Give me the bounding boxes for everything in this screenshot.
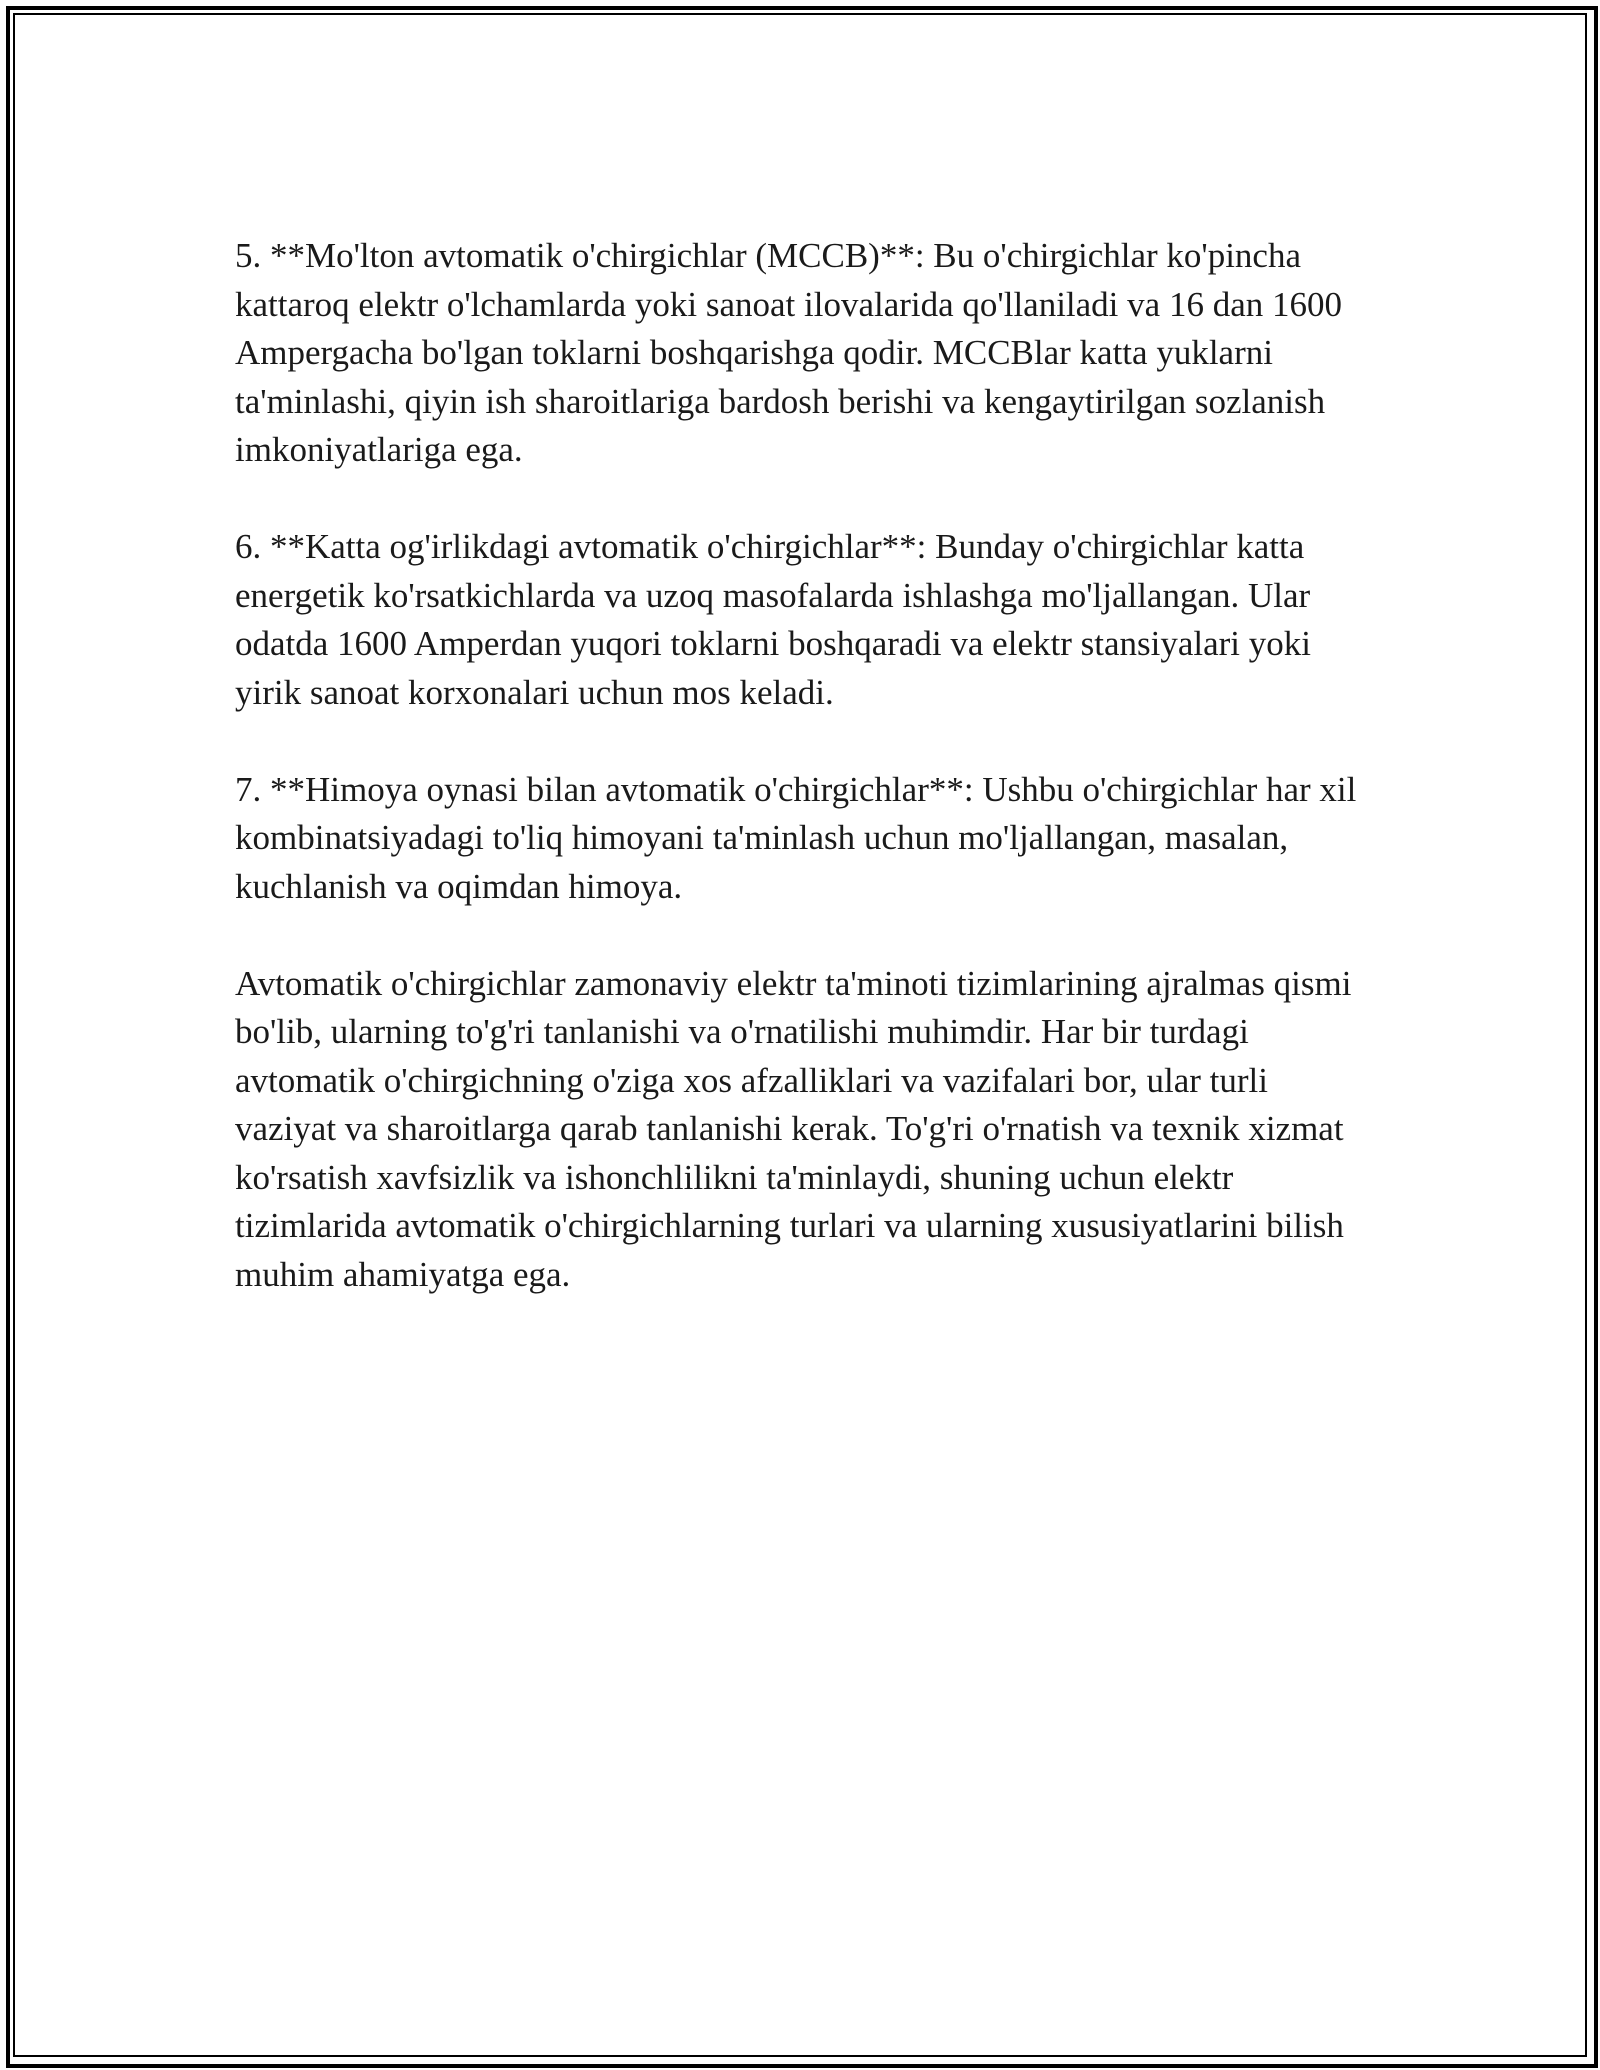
paragraph-mccb: 5. **Mo'lton avtomatik o'chirgichlar (MCCB)**: Bu o'chirgichlar ko'pincha kattaroq elektr o'lchamlarda yoki sanoat ilovalarida qo'llaniladi va 16 dan 1600 Ampergacha bo'lgan toklarni boshqarishga qodir. MCCBlar katta yuklarni ta'minlashi, qiyin ish sharoitlariga bardosh berishi va kengaytirilgan sozlanish imkoniyatlariga ega. xyxy=(235,236,1342,469)
paragraph-heavy-duty-breakers: 6. **Katta og'irlikdagi avtomatik o'chirgichlar**: Bunday o'chirgichlar katta energetik ko'rsatkichlarda va uzoq masofalarda ishlashga mo'ljallangan. Ular odatda 1600 Amperdan yuqori toklarni boshqaradi va elektr stansiyalari yoki yirik sanoat korxonalari uchun mos keladi. xyxy=(235,527,1311,712)
paragraph-protection-window-breakers: 7. **Himoya oynasi bilan avtomatik o'chirgichlar**: Ushbu o'chirgichlar har xil kombinatsiyadagi to'liq himoyani ta'minlash uchun mo'ljallangan, masalan, kuchlanish va oqimdan himoya. xyxy=(235,769,1357,906)
document-body xyxy=(235,232,1365,1348)
paragraph-conclusion: Avtomatik o'chirgichlar zamonaviy elektr ta'minoti tizimlarining ajralmas qismi bo'lib, ularning to'g'ri tanlanishi va o'rnatilishi muhimdir. Har bir turdagi avtomatik o'chirgichning o'ziga xos afzalliklari va vazifalari bor, ular turli vaziyat va sharoitlarga qarab tanlanishi kerak. To'g'ri o'rnatish va texnik xizmat ko'rsatish xavfsizlik va ishonchlilikni ta'minlaydi, shuning uchun elektr tizimlarida avtomatik o'chirgichlarning turlari va ularning xususiyatlarini bilish muhim ahamiyatga ega. xyxy=(235,963,1352,1294)
